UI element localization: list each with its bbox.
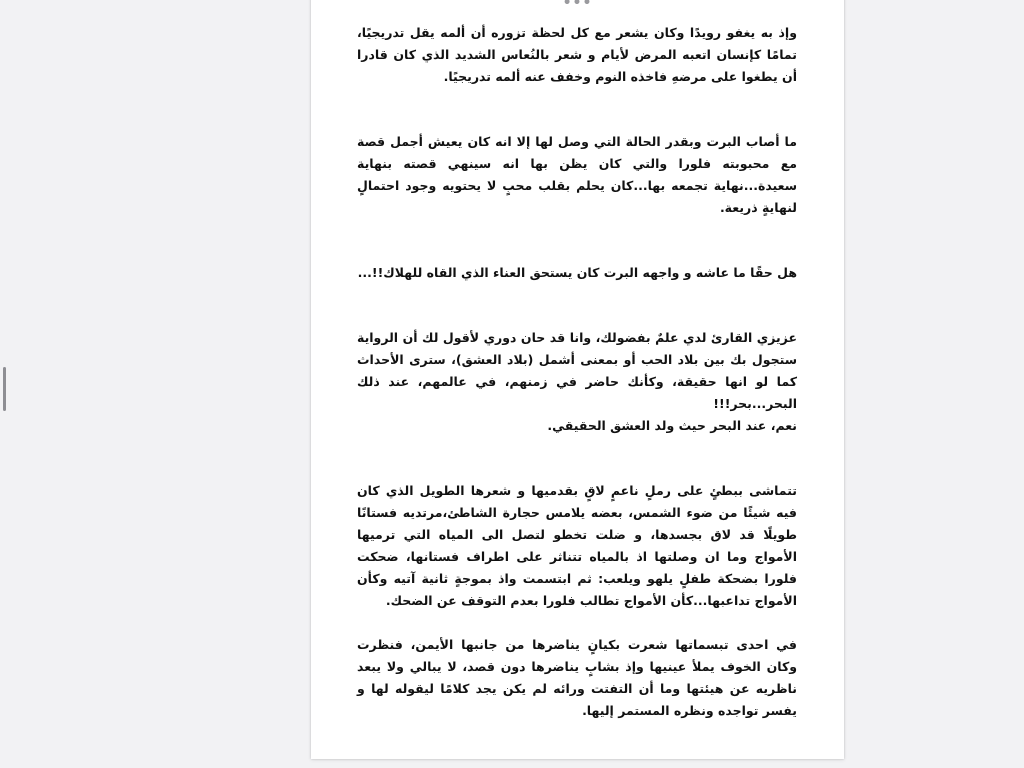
paragraph-1: وإذ به يغفو رويدًا وكان يشعر مع كل لحظة تزوره أن ألمه يقل تدريجيًا، تمامًا كإنسان اتعبه المرض لأيام و شعر بالنُعاس الشديد الذي كان قادرا أن يطغوا على مرضهِ فاخذه النوم وخفف عنه ألمه تدريجيًا. [357,25,797,84]
paragraph-3: هل حقًا ما عاشه و واجهه البرت كان يستحق العناء الذي القاه للهلاك!!... [357,265,797,280]
document-page [311,0,844,759]
paragraph-5: تتماشى ببطئٍ على رملٍ ناعمٍ لاقٍ بقدميها و شعرها الطويل الذي كان فيه شيئًا من ضوء الشمس، بعضه يلامس حجارة الشاطئ،مرتديه فستانًا طويلًا قد لاق بجسدها، و ضلت تخطو لتصل الى المياه التي ترميها الأمواج وما ان وصلتها اذ بالمياه تتناثر على اطراف فستانها، ضحكت فلورا بضحكة طفلٍ يلهو ويلعب: ثم ابتسمت واذ بموجةٍ ثانية آتيه وكأن الأمواج تداعبها...كأن الأمواج تطالب فلورا بعدم التوقف عن الضحك. [357,483,797,608]
more-options-icon[interactable]: ••• [562,0,593,11]
paragraph-6: في احدى تبسماتها شعرت بكيانٍ يناضرها من جانبها الأيمن، فنظرت وكان الخوف يملأ عينيها وإذ بشابٍ يناضرها دون قصد، لا يبالي ولا يبعد ناظريه عن هيئتها وما أن التفتت ورائه لم يكن يجد كلامًا ليقوله لها و يفسر تواجده ونظره المستمر إليها. [357,637,797,718]
paragraph-2: ما أصاب البرت وبقدر الحالة التي وصل لها إلا انه كان يعيش أجمل قصة مع محبوبته فلورا والتي كان يظن بها انه سينهي قصته بنهاية سعيدة...نهاية تجمعه بها...كان يحلم بقلب محبٍ لا يحتويه وجود احتمالٍ لنهايةٍ ذريعة. [357,134,797,215]
scroll-handle[interactable] [3,367,6,411]
paragraph-4: عزيزي القارئ لدي علمٌ بفضولك، وانا قد حان دوري لأقول لك أن الرواية ستجول بك بين بلاد الحب أو بمعنى أشمل (بلاد العشق)، سترى الأحداث كما لو انها حقيقة، وكأنك حاضر في زمنهم، في عالمهم، عند ذلك البحر...بحر!!! نعم، عند البحر حيث ولد العشق الحقيقي. [357,330,797,433]
